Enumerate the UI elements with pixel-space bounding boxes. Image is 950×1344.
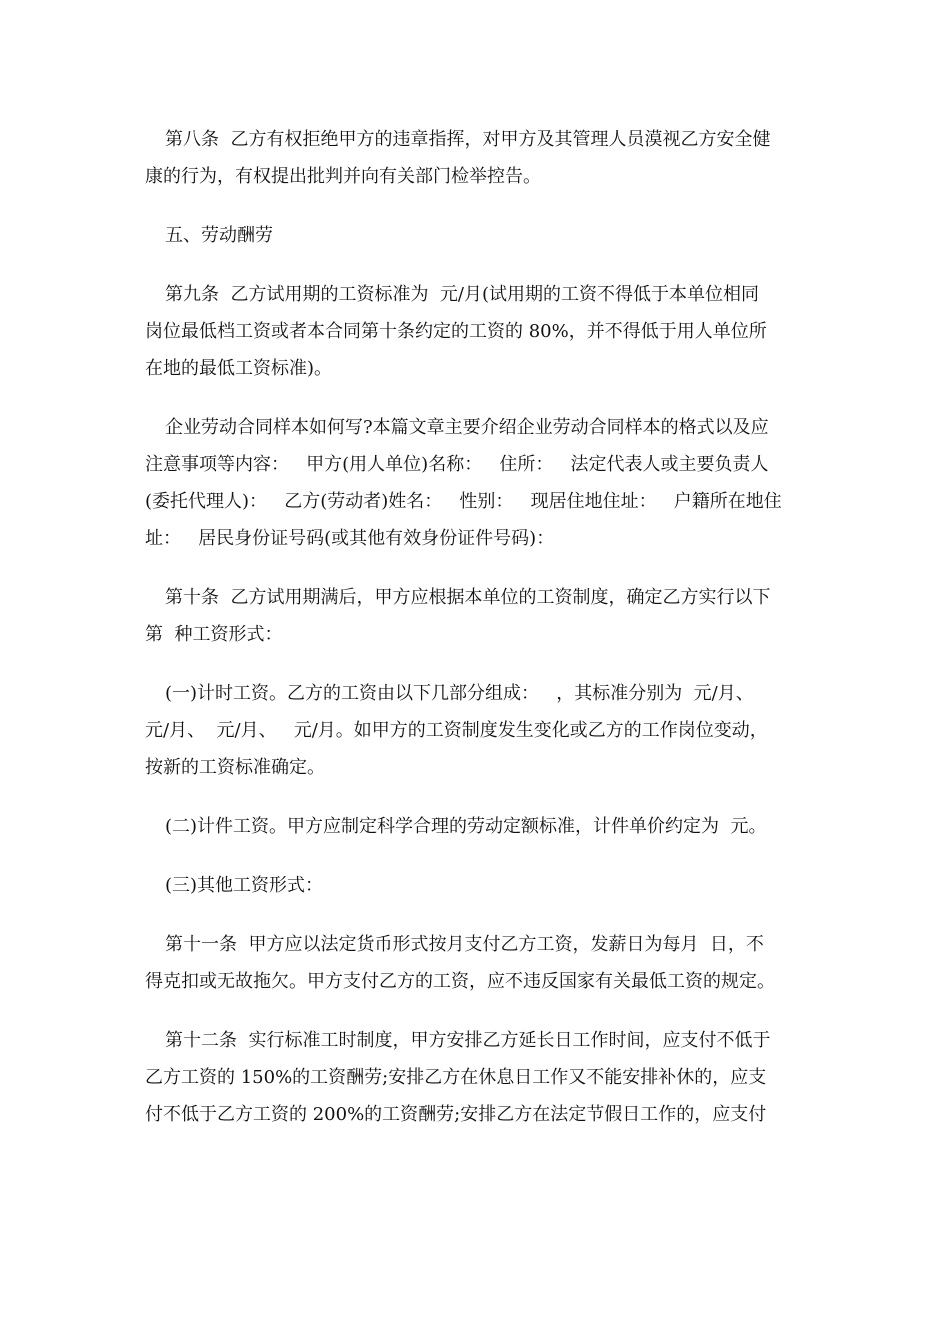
paragraph-intro [145, 409, 810, 557]
text-line: 注意事项等内容： 甲方(用人单位)名称： 住所： 法定代表人或主要负责人 [145, 454, 769, 475]
text-line: 元/月、 元/月、 元/月。如甲方的工资制度发生变化或乙方的工作岗位变动， [145, 720, 768, 741]
text-line: 付不低于乙方工资的 200%的工资酬劳;安排乙方在法定节假日工作的，应支付 [145, 1104, 767, 1125]
text-line: 第八条 乙方有权拒绝甲方的违章指挥，对甲方及其管理人员漠视乙方安全健 [165, 129, 771, 150]
text-line: 第十一条 甲方应以法定货币形式按月支付乙方工资，发薪日为每月 日，不 [165, 934, 764, 955]
text-line: (委托代理人)： 乙方(劳动者)姓名： 性别： 现居住地住址： 户籍所在地住 [145, 491, 782, 512]
paragraph-article-8 [145, 121, 810, 195]
paragraph-article-12 [145, 1022, 810, 1133]
text-line: 第十条 乙方试用期满后，甲方应根据本单位的工资制度，确定乙方实行以下 [165, 587, 771, 608]
text-line: 康的行为，有权提出批判并向有关部门检举控告。 [145, 166, 541, 187]
text-line: 得克扣或无故拖欠。甲方支付乙方的工资，应不违反国家有关最低工资的规定。 [145, 971, 775, 992]
text-line: 五、劳动酬劳 [165, 225, 273, 246]
text-line: 第 种工资形式： [145, 624, 283, 645]
text-line: 在地的最低工资标准)。 [145, 358, 333, 379]
text-line: (一)计时工资。乙方的工资由以下几部分组成： ，其标准分别为 元/月、 [165, 683, 754, 704]
text-line: (二)计件工资。甲方应制定科学合理的劳动定额标准，计件单价约定为 元。 [165, 816, 767, 837]
document-body [145, 121, 810, 1155]
paragraph-article-9 [145, 276, 810, 387]
text-line: (三)其他工资形式： [165, 875, 324, 896]
paragraph-article-11 [145, 926, 810, 1000]
text-line: 企业劳动合同样本如何写?本篇文章主要介绍企业劳动合同样本的格式以及应 [165, 417, 769, 438]
text-line: 按新的工资标准确定。 [145, 757, 325, 778]
paragraph-article-10 [145, 579, 810, 653]
text-line: 乙方工资的 150%的工资酬劳;安排乙方在休息日工作又不能安排补休的，应支 [145, 1067, 767, 1088]
section-heading-labor-pay [145, 217, 810, 254]
paragraph-item-2 [145, 808, 810, 845]
text-line: 第十二条 实行标准工时制度，甲方安排乙方延长日工作时间，应支付不低于 [165, 1030, 771, 1051]
paragraph-item-1 [145, 675, 810, 786]
text-line: 第九条 乙方试用期的工资标准为 元/月(试用期的工资不得低于本单位相同 [165, 284, 759, 305]
paragraph-item-3 [145, 867, 810, 904]
text-line: 岗位最低档工资或者本合同第十条约定的工资的 80%，并不得低于用人单位所 [145, 321, 767, 342]
text-line: 址： 居民身份证号码(或其他有效身份证件号码)： [145, 528, 555, 549]
